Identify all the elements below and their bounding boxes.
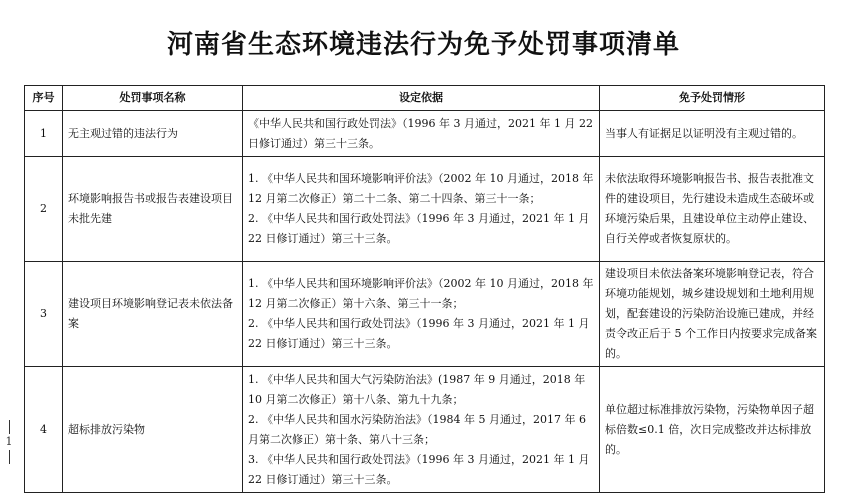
row-condition: 单位超过标准排放污染物，污染物单因子超标倍数≤0.1 倍，次日完成整改并达标排放的。 [600, 367, 825, 493]
table-row [25, 157, 825, 262]
row-basis [243, 111, 600, 157]
basis-line: 2. 《中华人民共和国行政处罚法》（1996 年 3 月通过，2021 年 1 月 22 日修订通过）第三十三条。 [248, 317, 590, 350]
table-row [25, 111, 825, 157]
header-no: 序号 [25, 86, 63, 111]
row-no: 2 [25, 157, 63, 262]
row-item: 超标排放污染物 [63, 367, 243, 493]
page-number-dash [9, 450, 10, 464]
basis-line: 1. 《中华人民共和国环境影响评价法》（2002 年 10 月通过，2018 年 12 月第二次修正）第十六条、第三十一条； [248, 277, 594, 310]
row-condition: 未依法取得环境影响报告书、报告表批准文件的建设项目，先行建设未造成生态破坏或环境污染后果，且建设单位主动停止建设、自行关停或者恢复原状的。 [600, 157, 825, 262]
basis-line: 《中华人民共和国行政处罚法》（1996 年 3 月通过，2021 年 1 月 22 日修订通过）第三十三条。 [248, 116, 593, 150]
header-basis: 设定依据 [243, 86, 600, 111]
row-no: 4 [25, 367, 63, 493]
basis-line: 1. 《中华人民共和国环境影响评价法》（2002 年 10 月通过，2018 年 12 月第二次修正）第二十二条、第二十四条、第三十一条； [248, 172, 594, 205]
header-condition: 免予处罚情形 [600, 86, 825, 111]
table-header-row [25, 86, 825, 111]
row-condition: 当事人有证据足以证明没有主观过错的。 [600, 111, 825, 157]
row-item: 环境影响报告书或报告表建设项目未批先建 [63, 157, 243, 262]
penalty-exemption-table [24, 85, 825, 493]
row-item: 无主观过错的违法行为 [63, 111, 243, 157]
row-condition: 建设项目未依法备案环境影响登记表，符合环境功能规划，城乡建设规划和土地利用规划，配套建设的污染防治设施已建成，并经责令改正后于 5 个工作日内按要求完成备案的。 [600, 262, 825, 367]
basis-line: 3. 《中华人民共和国行政处罚法》（1996 年 3 月通过，2021 年 1 月 22 日修订通过）第三十三条。 [248, 452, 590, 486]
page-number-dash [9, 420, 10, 434]
table-row [25, 262, 825, 367]
row-basis [243, 262, 600, 367]
basis-line: 2. 《中华人民共和国水污染防治法》（1984 年 5 月通过，2017 年 6 月第二次修正）第十条、第八十三条； [248, 412, 586, 446]
page-number [2, 418, 16, 466]
basis-line: 2. 《中华人民共和国行政处罚法》（1996 年 3 月通过，2021 年 1 月 22 日修订通过）第三十三条。 [248, 212, 590, 245]
table-row [25, 367, 825, 493]
header-item: 处罚事项名称 [63, 86, 243, 111]
row-no: 1 [25, 111, 63, 157]
basis-line: 1. 《中华人民共和国大气污染防治法》(1987 年 9 月通过，2018 年 10 月第二次修正）第十八条、第九十九条； [248, 372, 586, 406]
row-no: 3 [25, 262, 63, 367]
row-item: 建设项目环境影响登记表未依法备案 [63, 262, 243, 367]
page-number-text: 1 [5, 435, 13, 448]
row-basis [243, 367, 600, 493]
page-title: 河南省生态环境违法行为免予处罚事项清单 [166, 30, 680, 60]
row-basis [243, 157, 600, 262]
